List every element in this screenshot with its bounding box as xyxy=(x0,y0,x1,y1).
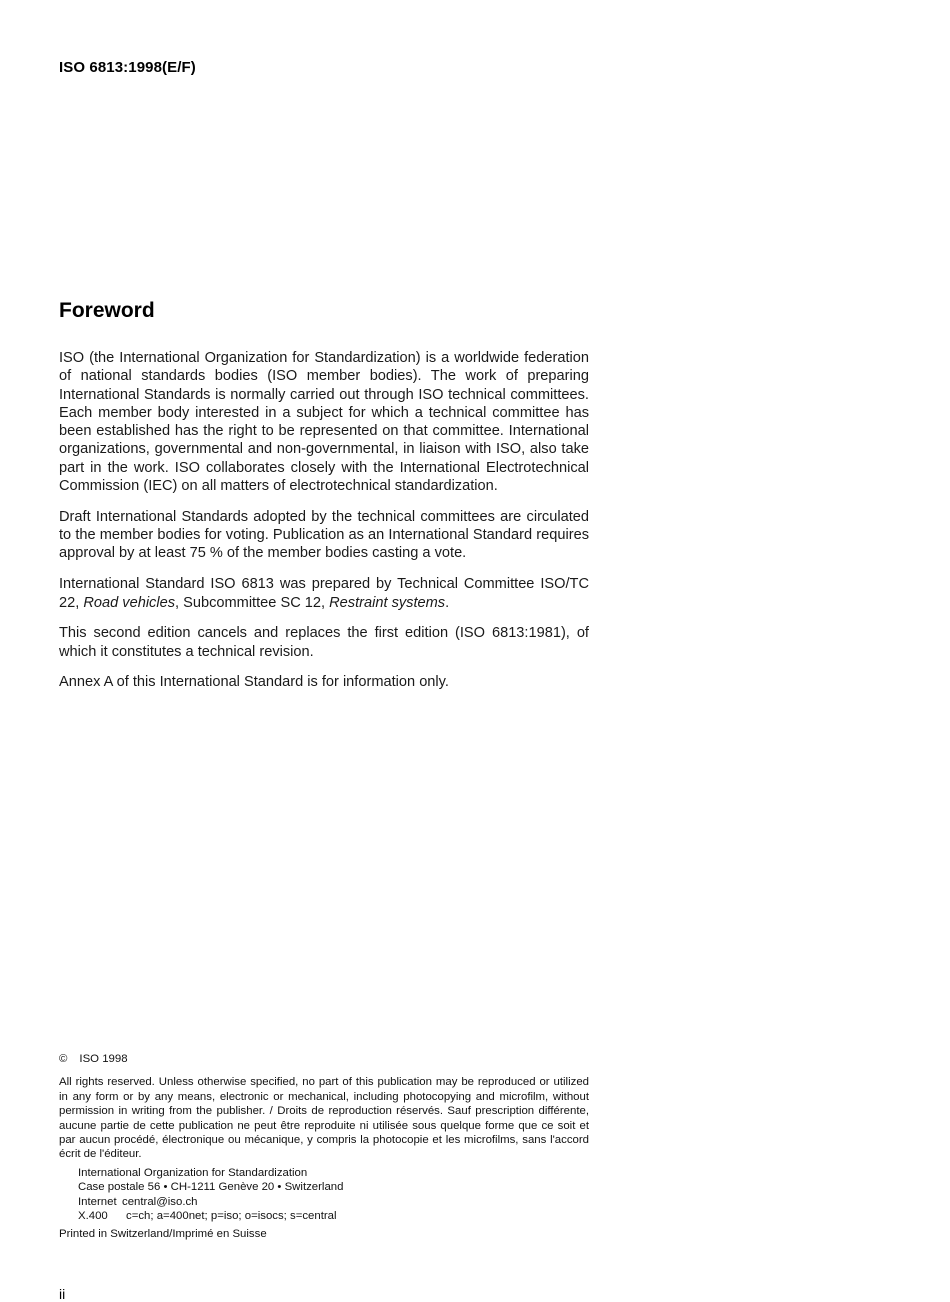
foreword-paragraph-2: Draft International Standards adopted by the technical committees are circulated to the member bodies for voting. Publication as an International Standard requires approval by at least 75 % of the member bodies casting a vote. xyxy=(59,508,589,562)
foreword-paragraph-1: ISO (the International Organization for Standardization) is a worldwide federation of national standards bodies (ISO member bodies). The work of preparing International Standards is normally carried out through ISO technical committees. Each member body interested in a subject for which a technical committee has been established has the right to be represented on that committee. International organizations, governmental and non-governmental, in liaison with ISO, also take part in the work. ISO collaborates closely with the International Electrotechnical Commission (IEC) on all matters of electrotechnical standardization. xyxy=(59,350,589,495)
foreword-paragraph-5: Annex A of this International Standard is for information only. xyxy=(59,674,449,691)
copyright-holder: ISO 1998 xyxy=(79,1053,128,1065)
x400-row xyxy=(78,1209,589,1223)
x400-label: X.400 xyxy=(78,1210,108,1223)
p3-text-a: International Standard ISO 6813 was prepared by Technical Committee ISO/TC 22, xyxy=(59,576,589,611)
foreword-body xyxy=(59,349,589,704)
p3-text-c: , Subcommittee SC 12, xyxy=(175,594,330,611)
printed-in: Printed in Switzerland/Imprimé en Suisse xyxy=(59,1228,267,1241)
rights-statement: All rights reserved. Unless otherwise specified, no part of this publication may be reproduced or utilized in any form or by any means, electronic or mechanical, including photocopying and microfilm, without permission in writing from the publisher. / Droits de reproduction réservés. Sauf prescription différente, aucune partie de cette publication ne peut être reproduite ni utilisée sous quelque forme que ce soit et par aucun procédé, électronique ou mécanique, y compris la photocopie et les microfilms, sans l'accord écrit de l'éditeur. xyxy=(59,1076,589,1161)
foreword-heading: Foreword xyxy=(59,299,155,322)
postal-address: Case postale 56 • CH-1211 Genève 20 • Switzerland xyxy=(78,1181,344,1194)
foreword-paragraph-4: This second edition cancels and replaces the first edition (ISO 6813:1981), of which it constitutes a technical revision. xyxy=(59,625,589,660)
copyright-block xyxy=(59,1052,589,1242)
p3-text-e: . xyxy=(445,594,450,611)
x400-address: c=ch; a=400net; p=iso; o=isocs; s=central xyxy=(126,1210,337,1223)
committee-name: Road vehicles xyxy=(83,594,176,611)
copyright-icon: © xyxy=(59,1053,68,1065)
publisher-address xyxy=(78,1166,589,1224)
document-id: ISO 6813:1998(E/F) xyxy=(59,59,196,76)
internet-label: Internet xyxy=(78,1195,117,1208)
subcommittee-name: Restraint systems xyxy=(329,594,446,611)
org-name: International Organization for Standardization xyxy=(78,1166,308,1179)
copyright-line xyxy=(59,1052,589,1066)
page-number: ii xyxy=(59,1286,66,1302)
internet-email[interactable]: central@iso.ch xyxy=(122,1195,198,1208)
internet-row xyxy=(78,1195,589,1209)
foreword-paragraph-3 xyxy=(59,575,589,612)
